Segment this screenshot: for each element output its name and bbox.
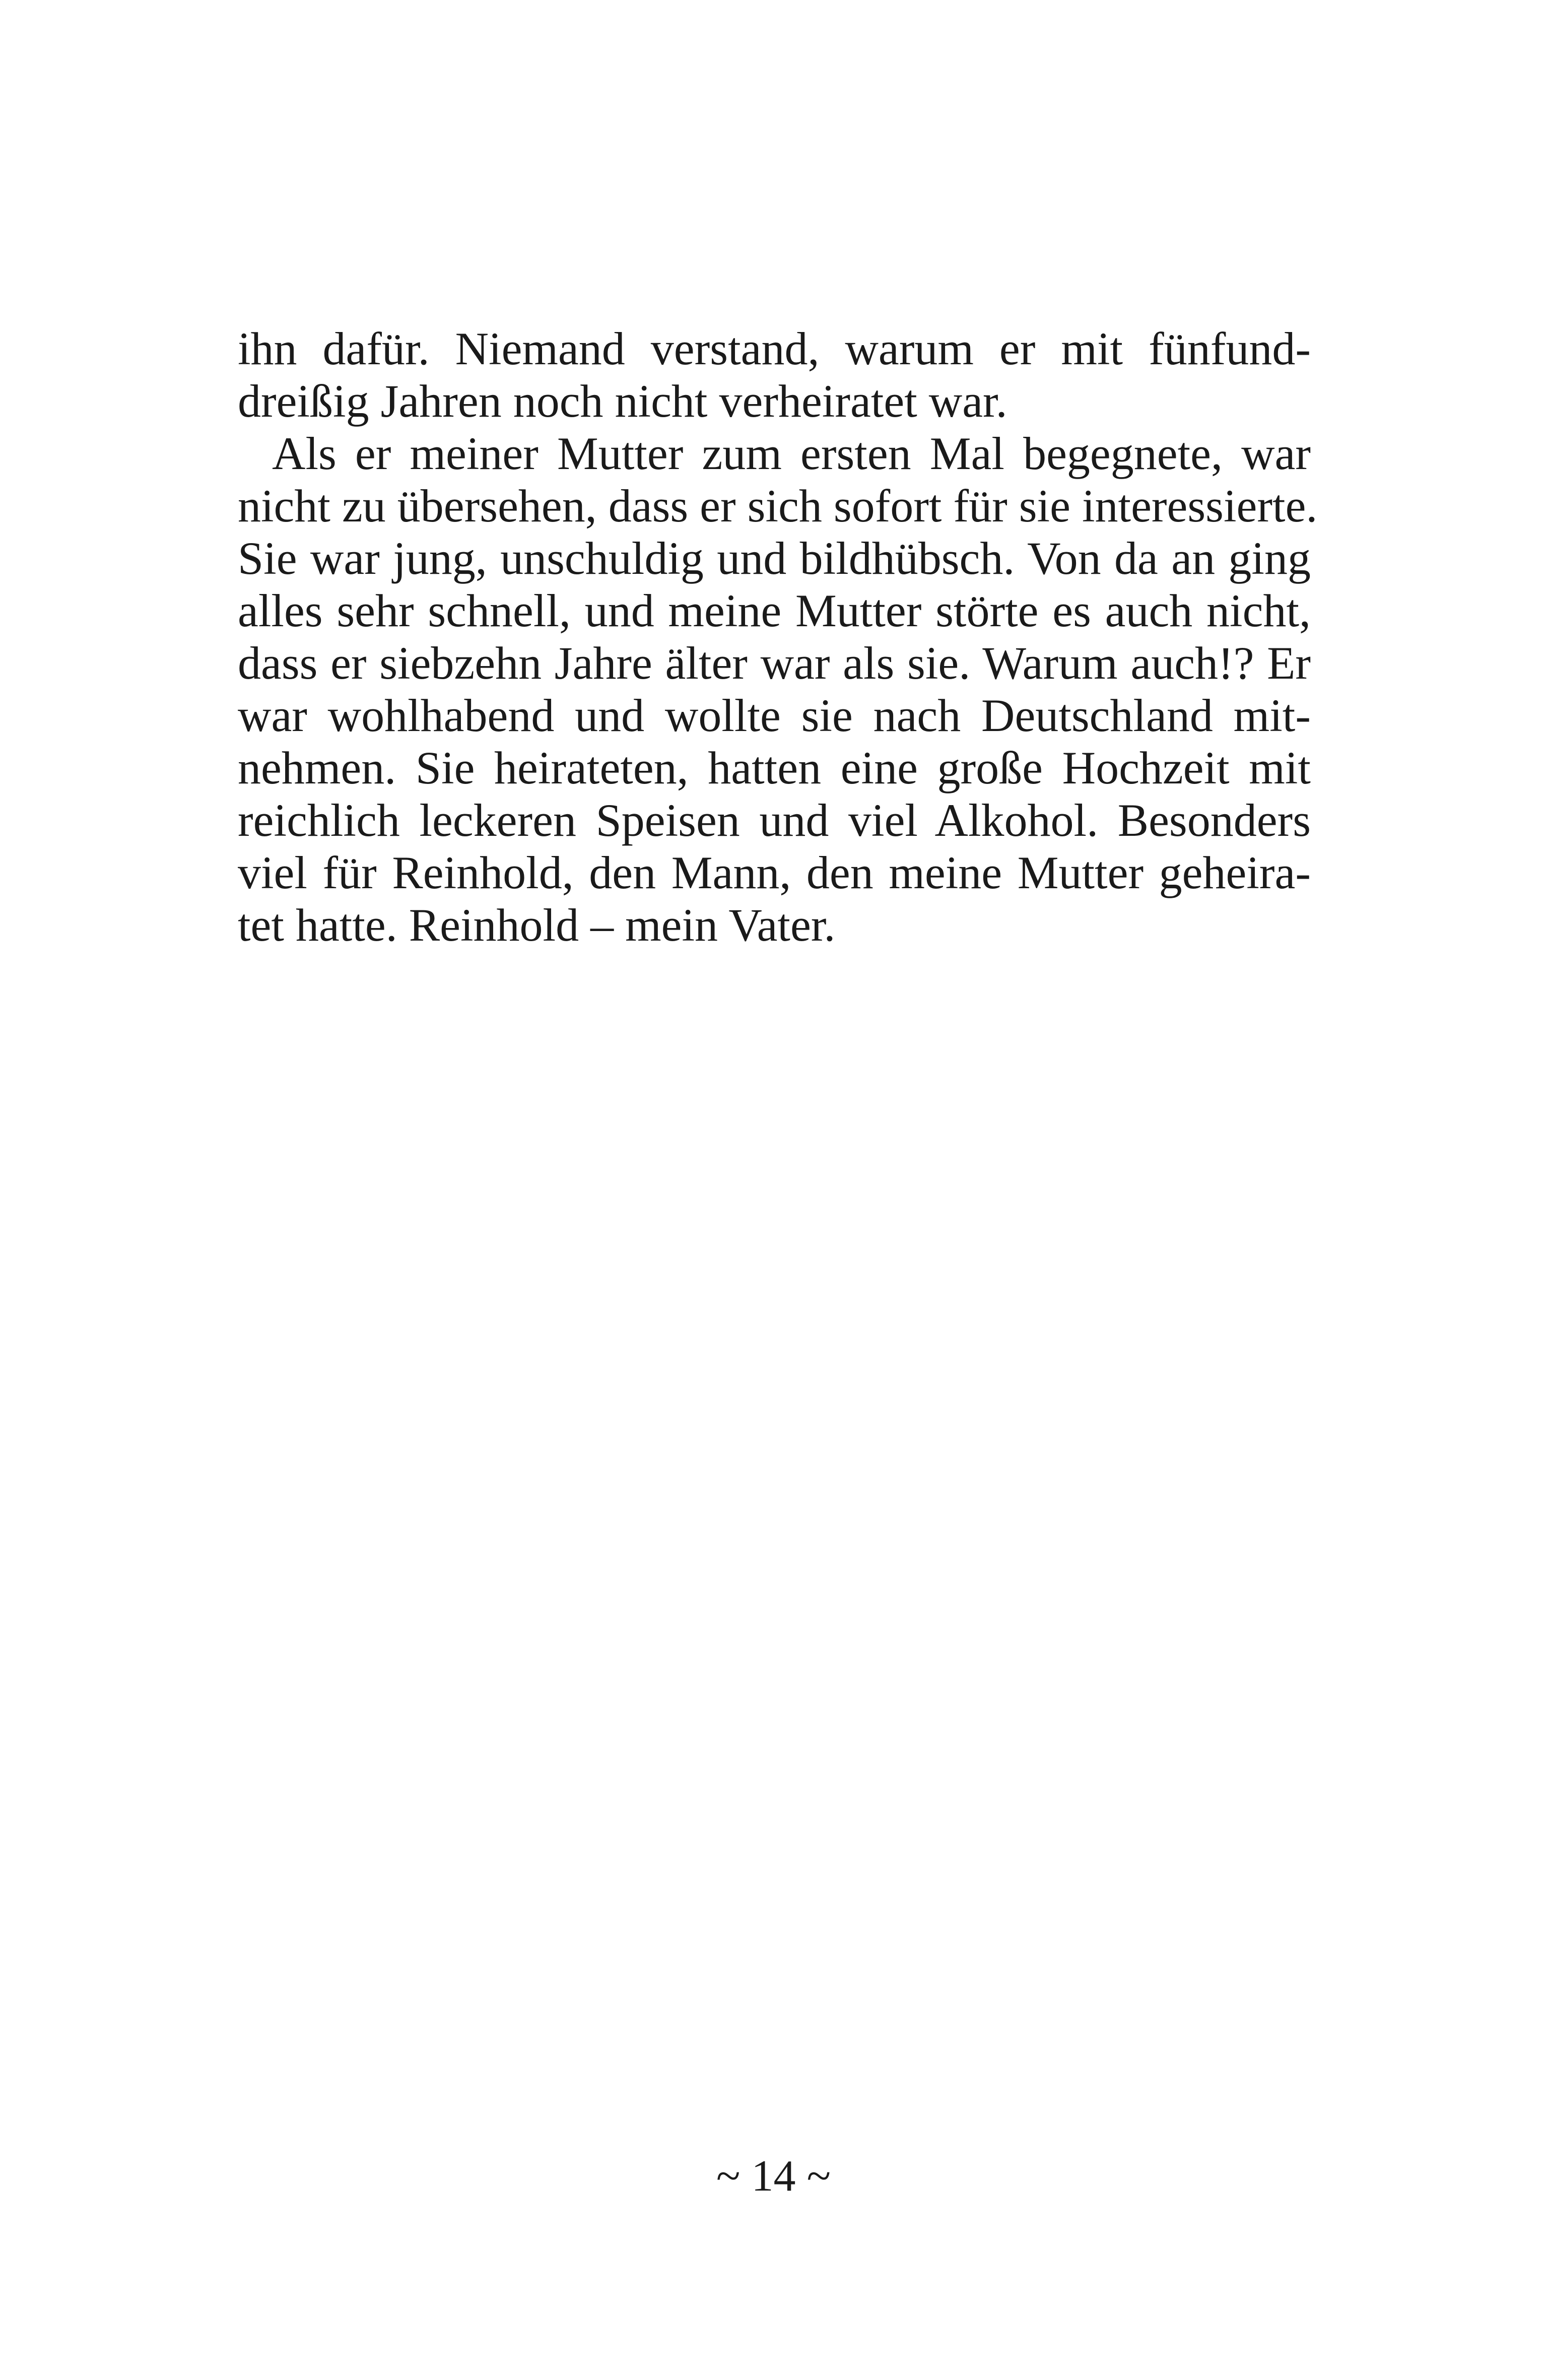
text-line: tet hatte. Reinhold – mein Vater. <box>238 899 836 951</box>
text-line: dass er siebzehn Jahre älter war als sie. Warum auch!? Er <box>238 637 1311 689</box>
body-text <box>238 322 1318 951</box>
text-line: reichlich leckeren Speisen und viel Alkohol. Besonders <box>238 795 1311 846</box>
text-line: Sie war jung, unschuldig und bildhübsch. Von da an ging <box>238 533 1311 584</box>
text-line: dreißig Jahren noch nicht verheiratet war. <box>238 375 1007 427</box>
text-line: Als er meiner Mutter zum ersten Mal begegnete, war <box>272 428 1311 479</box>
text-line: war wohlhabend und wollte sie nach Deutschland mit- <box>238 690 1311 741</box>
text-line: alles sehr schnell, und meine Mutter störte es auch nicht, <box>238 585 1311 636</box>
text-line: viel für Reinhold, den Mann, den meine Mutter geheira- <box>238 847 1311 898</box>
text-line: ihn dafür. Niemand verstand, warum er mit fünfund- <box>238 323 1311 374</box>
page-number: ~ 14 ~ <box>716 2152 831 2201</box>
text-line: nicht zu übersehen, dass er sich sofort für sie interessierte. <box>238 480 1318 532</box>
text-line: nehmen. Sie heirateten, hatten eine große Hochzeit mit <box>238 742 1311 794</box>
